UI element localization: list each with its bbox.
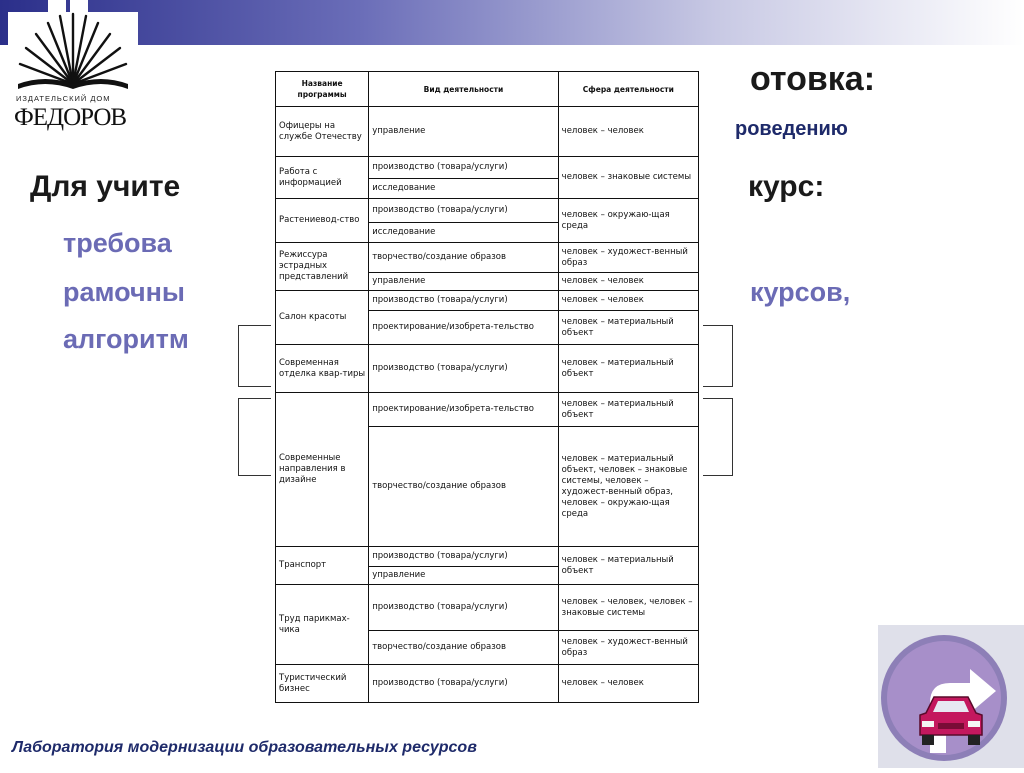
navigation-sign[interactable]	[878, 625, 1024, 768]
logo-sunburst-icon	[8, 12, 138, 94]
logo-publisher-line: ИЗДАТЕЛЬСКИЙ ДОМ	[16, 94, 111, 103]
sphere-cell: человек – человек	[558, 273, 698, 291]
program-name: Современные направления в дизайне	[276, 393, 369, 547]
sphere-cell: человек – материальный объект	[558, 547, 698, 585]
activity-cell: управление	[369, 273, 558, 291]
table-row	[276, 393, 699, 427]
title-bar-gradient	[0, 0, 1024, 45]
column-header: Сфера деятельности	[558, 72, 698, 107]
bullet-text: рамочны	[63, 277, 185, 307]
sphere-cell: человек – человек	[558, 665, 698, 703]
program-name: Салон красоты	[276, 291, 369, 345]
table-row	[276, 199, 699, 223]
footer-lab-name: Лаборатория модернизации образовательных ресурсов	[12, 739, 477, 756]
table-row	[276, 665, 699, 703]
programs-table-image	[271, 68, 703, 722]
activity-cell: проектирование/изобрета-тельство	[369, 393, 558, 427]
program-name: Офицеры на службе Отечеству	[276, 107, 369, 157]
activity-cell: управление	[369, 107, 558, 157]
sphere-cell: человек – материальный объект	[558, 393, 698, 427]
sphere-cell: человек – художест-венный образ	[558, 243, 698, 273]
sphere-cell: человек – материальный объект, человек – знаковые системы, человек – художест-венный образ, человек – окружаю-щая среда	[558, 427, 698, 547]
background-bracket	[700, 398, 733, 476]
sphere-cell: человек – знаковые системы	[558, 157, 698, 199]
table-header-row	[276, 72, 699, 107]
table-row	[276, 107, 699, 157]
sphere-cell: человек – материальный объект	[558, 311, 698, 345]
activity-cell: производство (товара/услуги)	[369, 199, 558, 223]
bullet-text: требова	[63, 228, 172, 258]
activity-cell: исследование	[369, 223, 558, 243]
sphere-cell: человек – художест-венный образ	[558, 631, 698, 665]
activity-cell: производство (товара/услуги)	[369, 585, 558, 631]
activity-cell: исследование	[369, 179, 558, 199]
table-row	[276, 157, 699, 179]
sphere-cell: человек – человек	[558, 291, 698, 311]
table-row	[276, 547, 699, 567]
activity-cell: творчество/создание образов	[369, 427, 558, 547]
sphere-cell: человек – материальный объект	[558, 345, 698, 393]
column-header: Вид деятельности	[369, 72, 558, 107]
column-header: Название программы	[276, 72, 369, 107]
activity-cell: творчество/создание образов	[369, 631, 558, 665]
background-bracket	[238, 325, 273, 387]
activity-cell: производство (товара/услуги)	[369, 157, 558, 179]
program-name: Работа с информацией	[276, 157, 369, 199]
activity-cell: проектирование/изобрета-тельство	[369, 311, 558, 345]
sphere-cell: человек – человек, человек – знаковые системы	[558, 585, 698, 631]
program-name: Транспорт	[276, 547, 369, 585]
table-row	[276, 243, 699, 273]
activity-cell: производство (товара/услуги)	[369, 547, 558, 567]
publisher-logo	[8, 12, 138, 132]
program-name: Растениевод-ство	[276, 199, 369, 243]
background-bracket	[238, 398, 273, 476]
bullet-text: алгоритм	[63, 324, 189, 354]
programs-table	[275, 71, 699, 703]
activity-cell: производство (товара/услуги)	[369, 665, 558, 703]
program-name: Туристический бизнес	[276, 665, 369, 703]
table-row	[276, 585, 699, 631]
program-name: Режиссура эстрадных представлений	[276, 243, 369, 291]
activity-cell: творчество/создание образов	[369, 243, 558, 273]
background-bracket	[700, 325, 733, 387]
activity-cell: управление	[369, 567, 558, 585]
table-row	[276, 345, 699, 393]
bullet-text-right: курсов,	[750, 277, 851, 307]
logo-name: ФЕДОРОВ	[14, 104, 127, 131]
sphere-cell: человек – окружаю-щая среда	[558, 199, 698, 243]
program-name: Труд парикмах-чика	[276, 585, 369, 665]
teacher-line-right: курс:	[748, 170, 825, 203]
program-name: Современная отделка квар-тиры	[276, 345, 369, 393]
activity-cell: производство (товара/услуги)	[369, 291, 558, 311]
slide-heading-right: отовка:	[750, 60, 876, 98]
slide-subheading-right: роведению	[735, 118, 848, 140]
activity-cell: производство (товара/услуги)	[369, 345, 558, 393]
sphere-cell: человек – человек	[558, 107, 698, 157]
car-icon	[916, 691, 986, 751]
table-row	[276, 291, 699, 311]
teacher-line-left: Для учите	[30, 170, 181, 203]
